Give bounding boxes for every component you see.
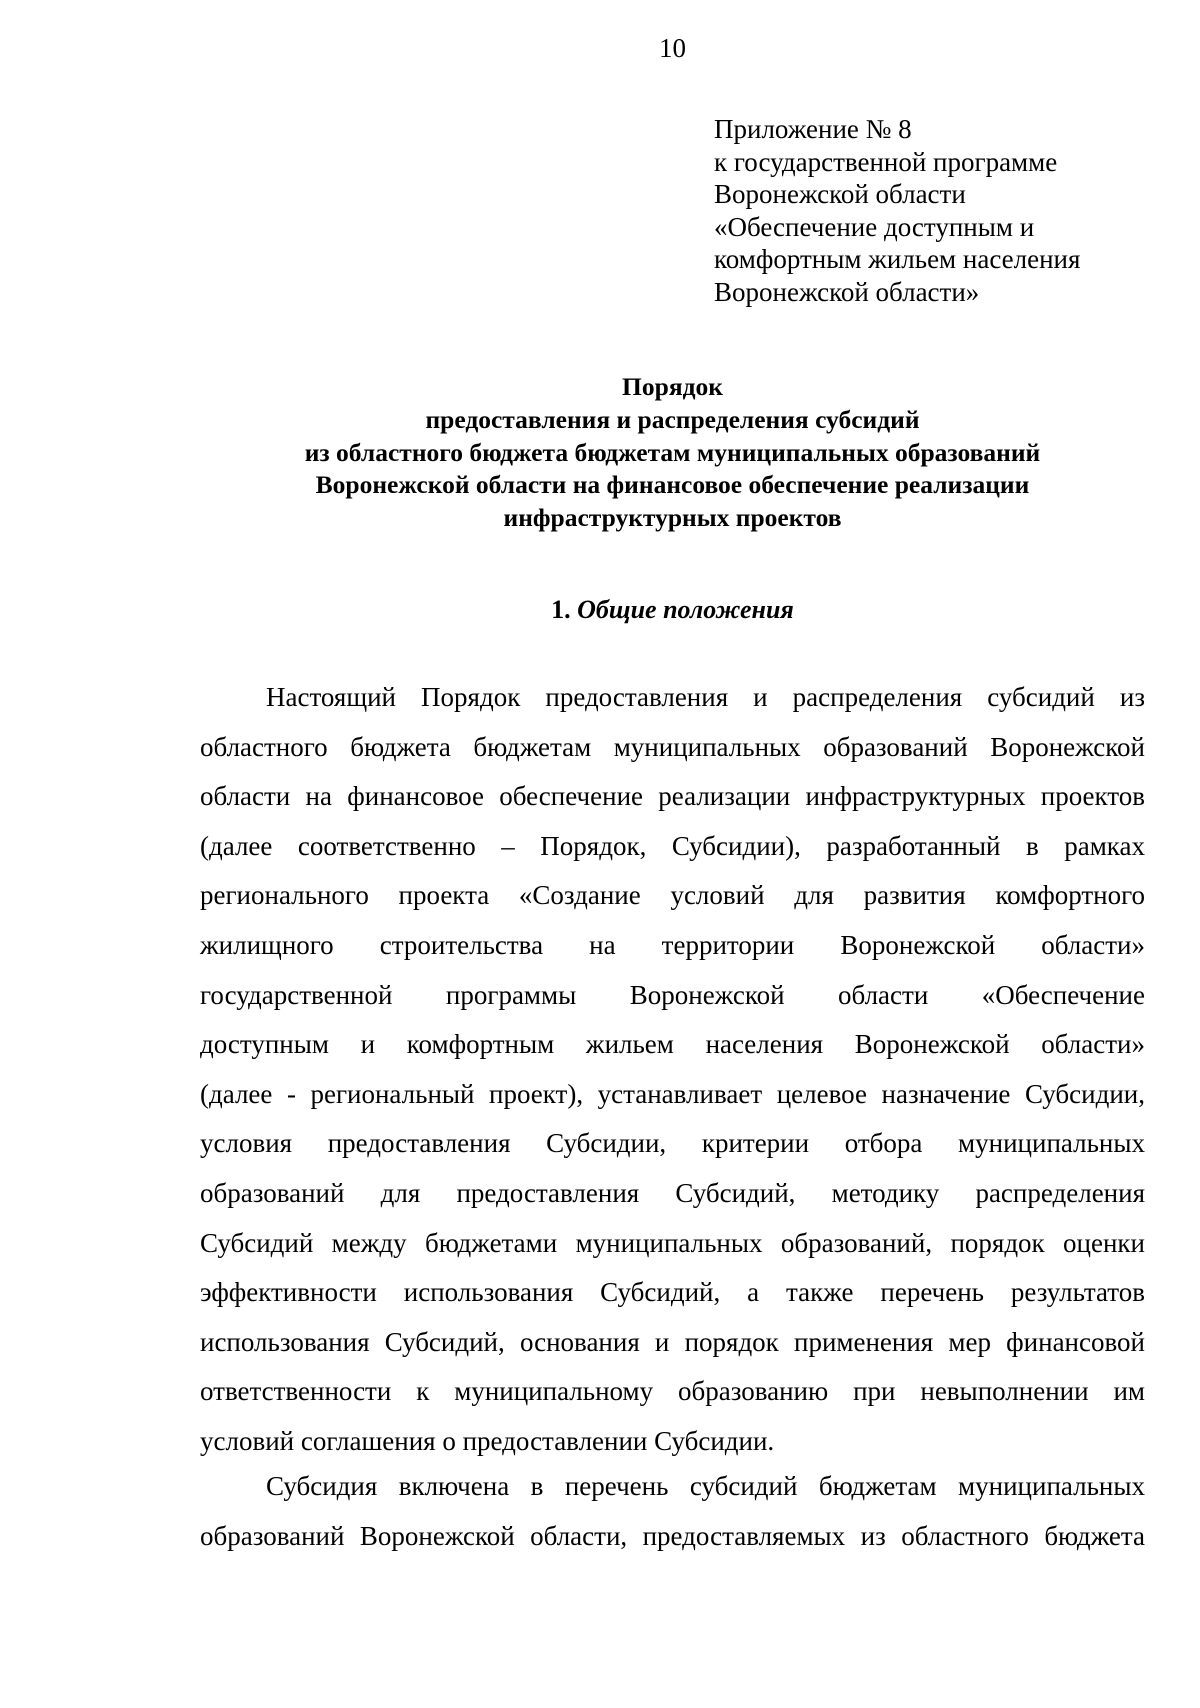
paragraph-line: образований для предоставления Субсидий, методику распределения xyxy=(200,1177,1145,1208)
appendix-line: «Обеспечение доступным и xyxy=(714,211,1035,242)
appendix-line: Воронежской области» xyxy=(714,276,980,307)
title-line: инфраструктурных проектов xyxy=(503,503,842,533)
paragraph-line: регионального проекта «Создание условий для развития комфортного xyxy=(200,880,1145,911)
title-line: Воронежской области на финансовое обеспечение реализации xyxy=(315,470,1030,500)
paragraph-line: использования Субсидий, основания и порядок применения мер финансовой xyxy=(200,1326,1145,1357)
paragraph-line: Субсидий между бюджетами муниципальных образований, порядок оценки xyxy=(200,1227,1145,1258)
paragraph-line: (далее - региональный проект), устанавливает целевое назначение Субсидии, xyxy=(200,1078,1145,1109)
page-number: 10 xyxy=(659,33,686,63)
paragraph-line: Субсидия включена в перечень субсидий бюджетам муниципальных xyxy=(266,1471,1145,1501)
paragraph-line: областного бюджета бюджетам муниципальных образований Воронежской xyxy=(200,731,1145,762)
paragraph-line: эффективности использования Субсидий, а также перечень результатов xyxy=(200,1277,1145,1308)
paragraph-line: государственной программы Воронежской области «Обеспечение xyxy=(200,979,1145,1010)
paragraph-line: образований Воронежской области, предоставляемых из областного бюджета xyxy=(200,1520,1145,1551)
paragraph-2 xyxy=(200,1462,1145,1561)
appendix-line: комфортным жильем населения xyxy=(714,244,1081,274)
document-title xyxy=(0,371,1200,535)
title-line: из областного бюджета бюджетам муниципальных образований xyxy=(304,437,1041,467)
section-heading xyxy=(0,594,1200,626)
title-line: предоставления и распределения субсидий xyxy=(425,404,920,434)
paragraph-1 xyxy=(200,673,1145,1467)
paragraph-line: жилищного строительства на территории Воронежской области» xyxy=(200,929,1145,960)
paragraph-line: ответственности к муниципальному образованию при невыполнении им xyxy=(200,1376,1145,1407)
paragraph-line: условия предоставления Субсидии, критерии отбора муниципальных xyxy=(200,1128,1145,1159)
appendix-line: Воронежской области xyxy=(714,179,966,209)
paragraph-line: (далее соответственно – Порядок, Субсидии), разработанный в рамках xyxy=(200,830,1145,861)
paragraph-line: области на финансовое обеспечение реализации инфраструктурных проектов xyxy=(200,781,1145,812)
paragraph-line: доступным и комфортным жильем населения Воронежской области» xyxy=(200,1029,1145,1060)
paragraph-line: условий соглашения о предоставлении Субсидии. xyxy=(200,1425,775,1456)
title-line: Порядок xyxy=(622,372,723,401)
appendix-block xyxy=(714,113,1080,308)
section-title: Общие положения xyxy=(577,595,794,624)
section-number: 1. xyxy=(551,595,571,624)
appendix-line: Приложение № 8 xyxy=(714,114,912,144)
paragraph-line: Настоящий Порядок предоставления и распределения субсидий из xyxy=(266,682,1145,712)
appendix-line: к государственной программе xyxy=(714,146,1058,177)
